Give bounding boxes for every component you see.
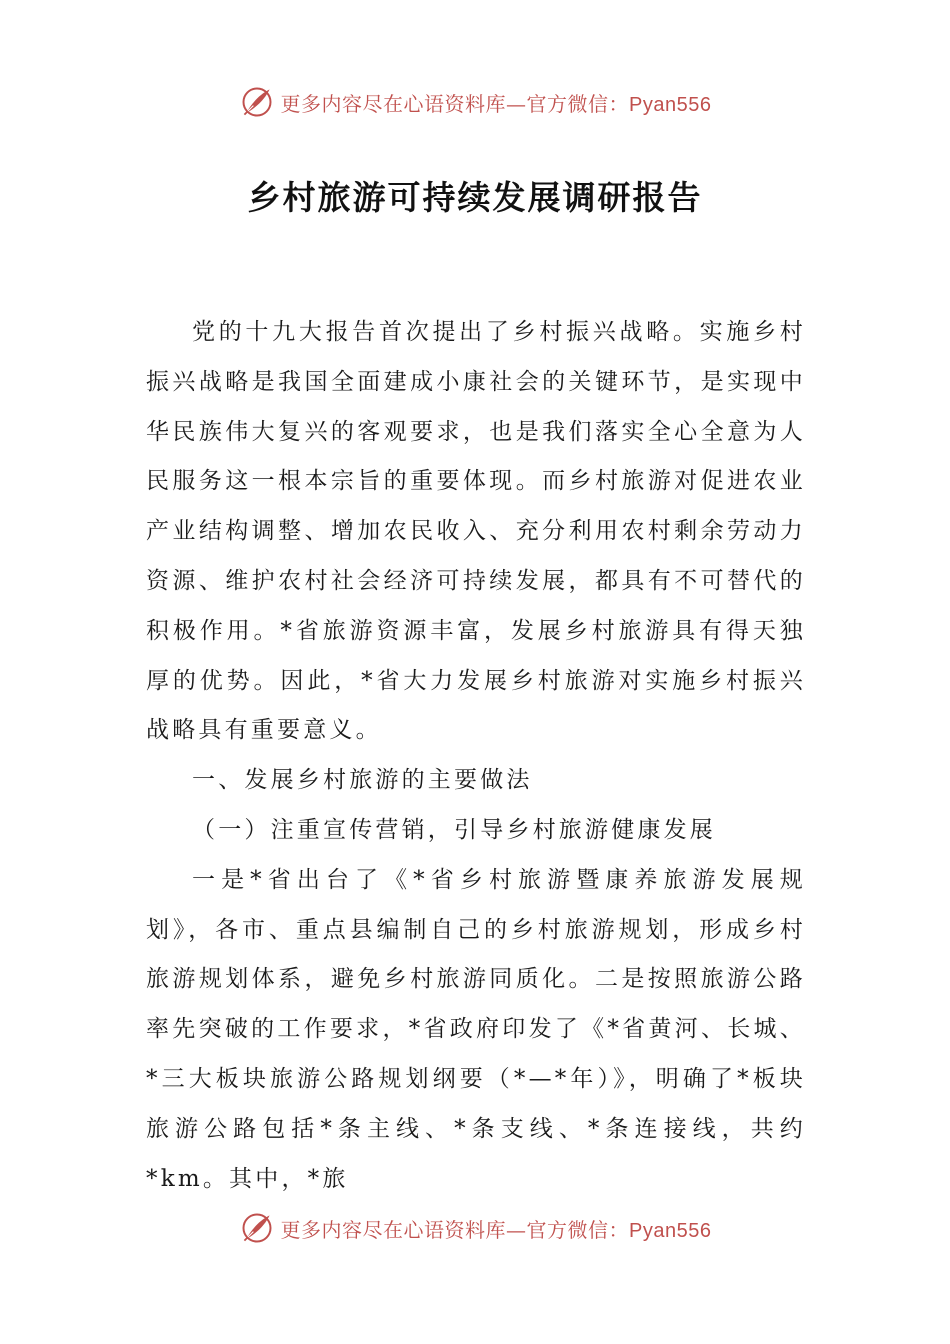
footer-watermark [0, 1208, 950, 1248]
subsection-heading-1: （一）注重宣传营销，引导乡村旅游健康发展 [192, 816, 716, 843]
document-title: 乡村旅游可持续发展调研报告 [247, 178, 703, 217]
header-watermark [0, 82, 950, 122]
quill-pen-icon [239, 1210, 275, 1246]
paragraph-planning: 一是*省出台了《*省乡村旅游暨康养旅游发展规划》，各市、重点县编制自己的乡村旅游规划，形成乡村旅游规划体系，避免乡村旅游同质化。二是按照旅游公路率先突破的工作要求，*省政府印发了《*省黄河、长城、*三大板块旅游公路规划纲要（*—*年）》，明确了*板块旅游公路包括*条主线、*条支线、*条连接线，共约*km。其中，*旅 [146, 866, 806, 1192]
watermark-wechat-id: Pyan556 [629, 1219, 712, 1242]
watermark-wechat-id: Pyan556 [629, 93, 712, 116]
section-heading-1: 一、发展乡村旅游的主要做法 [192, 767, 533, 794]
quill-pen-icon [239, 84, 275, 120]
paragraph-intro: 党的十九大报告首次提出了乡村振兴战略。实施乡村振兴战略是我国全面建成小康社会的关键环节，是实现中华民族伟大复兴的客观要求，也是我们落实全心全意为人民服务这一根本宗旨的重要体现。而乡村旅游对促进农业产业结构调整、增加农民收入、充分利用农村剩余劳动力资源、维护农村社会经济可持续发展，都具有不可替代的积极作用。*省旅游资源丰富，发展乡村旅游具有得天独厚的优势。因此，*省大力发展乡村旅游对实施乡村振兴战略具有重要意义。 [146, 319, 806, 744]
watermark-text: 更多内容尽在心语资料库—官方微信：Pyan556 [280, 91, 712, 116]
document-body [146, 308, 806, 1204]
watermark-text: 更多内容尽在心语资料库—官方微信：Pyan556 [280, 1217, 712, 1242]
